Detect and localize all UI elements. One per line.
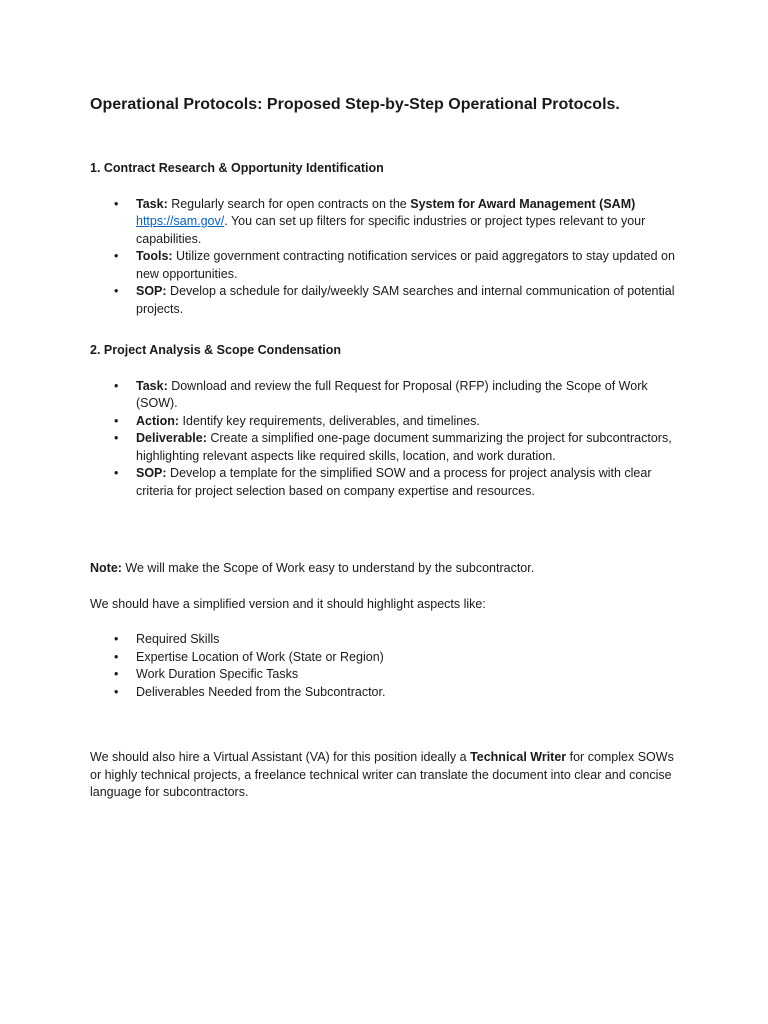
closing-text: We should also hire a Virtual Assistant (VA) for this position ideally a xyxy=(90,750,471,764)
bullet-icon: • xyxy=(114,684,119,699)
aspects-intro: We should have a simplified version and it should highlight aspects like: xyxy=(90,596,486,611)
item-lead: Action: xyxy=(136,413,180,428)
list-item xyxy=(90,684,678,702)
bullet-icon: • xyxy=(114,196,119,211)
item-text: Utilize government contracting notification services or paid aggregators to stay updated on new opportunities. xyxy=(136,249,675,281)
bullet-icon: • xyxy=(114,431,119,445)
item-text: Download and review the full Request for Proposal (RFP) including the Scope of Work (SOW). xyxy=(136,378,648,410)
bullet-icon: • xyxy=(114,632,119,646)
item-lead: SOP: xyxy=(136,284,167,298)
closing-text: for complex SOWs or highly technical projects, a freelance technical writer can translate the document into clear and concise language for subcontractors. xyxy=(90,750,674,799)
sam-gov-link[interactable]: https://sam.gov/ xyxy=(136,214,225,228)
section-1-list xyxy=(90,196,678,319)
list-item xyxy=(90,666,678,684)
list-item xyxy=(90,378,678,413)
list-item xyxy=(90,631,678,649)
item-text: Create a simplified one-page document summarizing the project for subcontractors, highlighting relevant aspects like required skills, location, and work duration. xyxy=(136,431,672,463)
item-lead: Tools: xyxy=(136,249,173,263)
item-strong: System for Award Management (SAM) xyxy=(410,196,636,211)
list-item xyxy=(90,413,678,431)
note-paragraph xyxy=(90,560,678,578)
aspect-text: Deliverables Needed from the Subcontractor. xyxy=(136,684,386,699)
bullet-icon: • xyxy=(114,649,119,664)
closing-paragraph xyxy=(90,749,678,802)
bullet-icon: • xyxy=(114,249,119,263)
bullet-icon: • xyxy=(114,284,119,298)
spacer xyxy=(90,524,678,560)
note-lead: Note: xyxy=(90,561,122,575)
document-title: Operational Protocols: Proposed Step-by-Step Operational Protocols. xyxy=(90,96,620,113)
item-text: Develop a schedule for daily/weekly SAM searches and internal communication of potential projects. xyxy=(136,284,675,316)
aspect-text: Required Skills xyxy=(136,632,220,646)
item-text: . You can set up filters for specific industries or project types relevant to your capabilities. xyxy=(136,214,646,246)
item-lead: Task: xyxy=(136,196,168,211)
aspect-text: Expertise Location of Work (State or Region) xyxy=(136,649,384,664)
item-lead: Deliverable: xyxy=(136,431,207,445)
item-lead: Task: xyxy=(136,378,168,393)
bullet-icon: • xyxy=(114,413,119,428)
item-text: Identify key requirements, deliverables, and timelines. xyxy=(179,413,480,428)
section-2-list xyxy=(90,378,678,501)
item-text: Regularly search for open contracts on the xyxy=(167,196,411,211)
list-item xyxy=(90,283,678,318)
bullet-icon: • xyxy=(114,378,119,393)
note-text: We will make the Scope of Work easy to understand by the subcontractor. xyxy=(121,561,535,575)
list-item xyxy=(90,465,678,500)
list-item xyxy=(90,248,678,283)
list-item xyxy=(90,649,678,667)
section-1-heading: 1. Contract Research & Opportunity Identification xyxy=(90,161,384,175)
aspect-text: Work Duration Specific Tasks xyxy=(136,667,299,681)
bullet-icon: • xyxy=(114,466,119,480)
section-2-heading: 2. Project Analysis & Scope Condensation xyxy=(90,343,341,357)
item-lead: SOP: xyxy=(136,466,167,480)
closing-strong: Technical Writer xyxy=(470,750,567,764)
aspects-list xyxy=(90,631,678,701)
list-item xyxy=(90,430,678,465)
list-item xyxy=(90,196,678,249)
bullet-icon: • xyxy=(114,667,119,681)
item-text: Develop a template for the simplified SOW and a process for project analysis with clear criteria for project selection based on company expertise and resources. xyxy=(136,466,652,498)
